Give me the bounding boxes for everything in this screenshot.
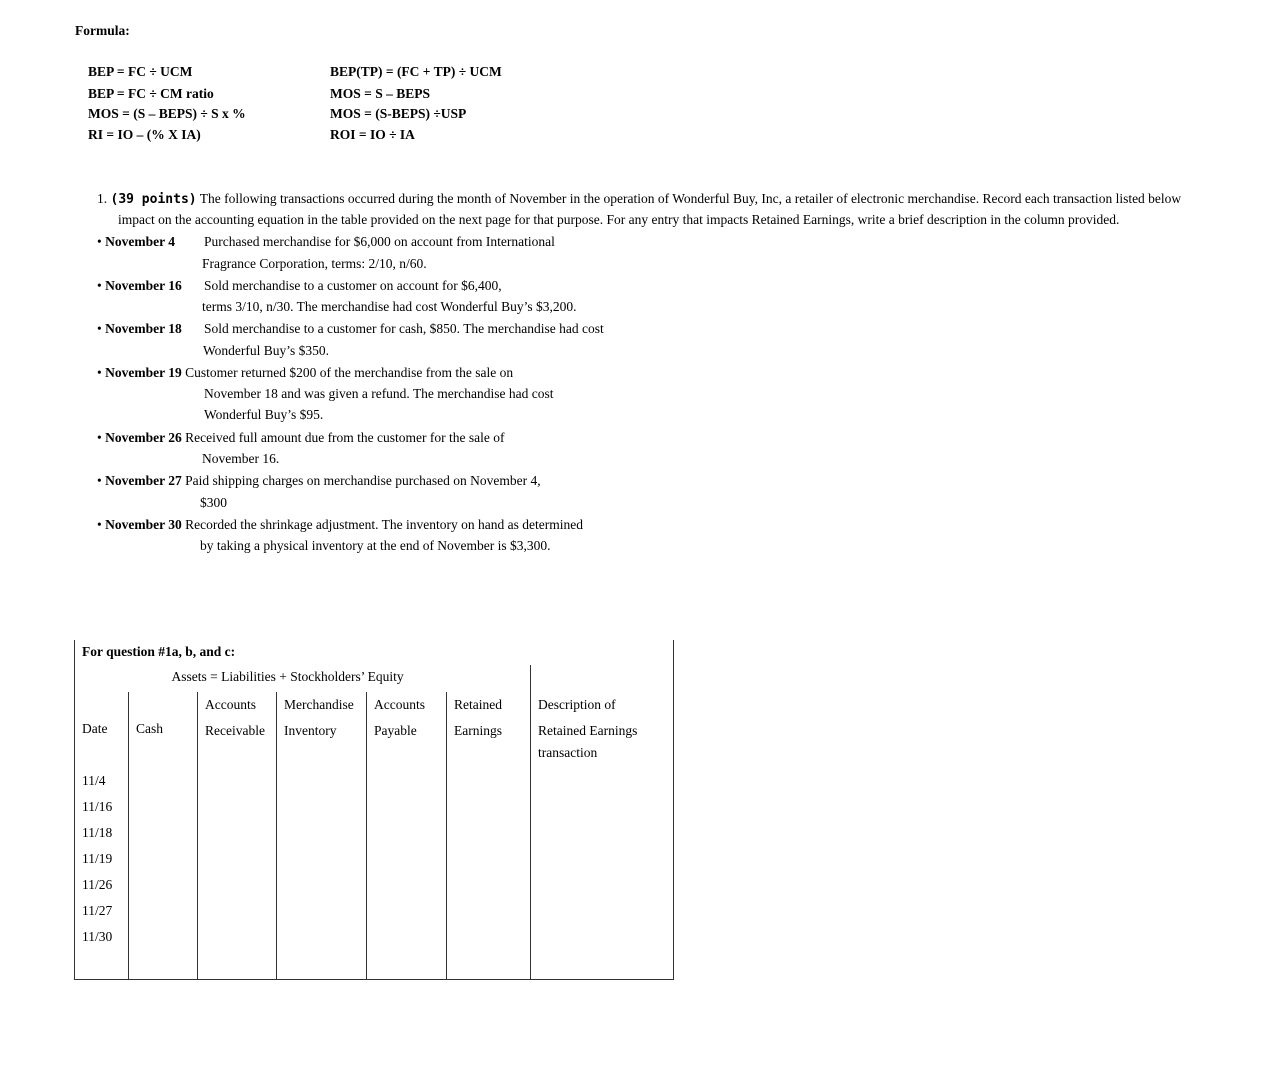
header-date: Date xyxy=(75,692,129,770)
transaction-item: • November 27 Paid shipping charges on merchandise purchased on November 4, xyxy=(97,473,541,488)
formula-right-4: ROI = IO ÷ IA xyxy=(330,127,415,142)
transaction-date: November 18 xyxy=(105,321,182,336)
transaction-text: Customer returned $200 of the merchandise from the sale on xyxy=(185,365,514,380)
transaction-date: November 19 xyxy=(105,365,182,380)
header-accounts-payable: Accounts Payable xyxy=(367,692,447,770)
formula-right-3: MOS = (S-BEPS) ÷USP xyxy=(330,106,467,121)
row-date: 11/26 xyxy=(75,874,129,900)
transaction-text: $300 xyxy=(200,495,227,510)
question-intro xyxy=(97,191,1181,207)
transaction-text: Sold merchandise to a customer for cash, $850. The merchandise had cost xyxy=(204,321,604,336)
header-merchandise-inventory: Merchandise Inventory xyxy=(277,692,367,770)
row-date: 11/18 xyxy=(75,822,129,848)
table-row xyxy=(75,874,674,900)
header-description: Description of Retained Earnings transaction xyxy=(531,692,674,770)
transaction-item: • November 4 xyxy=(97,234,175,249)
transaction-date: November 27 xyxy=(105,473,182,488)
table-row xyxy=(75,770,674,796)
question-text-line1: The following transactions occurred during the month of November in the operation of Wonderful Buy, Inc, a retailer of electronic merchandise. Record each transaction listed below xyxy=(196,191,1182,206)
header-cash: Cash xyxy=(129,692,198,770)
table-row xyxy=(75,952,674,979)
table-row xyxy=(75,926,674,952)
transaction-text: November 18 and was given a refund. The merchandise had cost xyxy=(204,386,554,401)
transaction-item: • November 30 Recorded the shrinkage adjustment. The inventory on hand as determined xyxy=(97,517,583,532)
equation-cell xyxy=(129,665,531,692)
transaction-item: • November 16 xyxy=(97,278,182,293)
table-row xyxy=(75,796,674,822)
formula-left-2: BEP = FC ÷ CM ratio xyxy=(88,86,214,101)
header-spacer xyxy=(531,665,674,692)
transaction-date: November 30 xyxy=(105,517,182,532)
transaction-item: • November 18 xyxy=(97,321,182,336)
row-date: 11/4 xyxy=(75,770,129,796)
row-date: 11/30 xyxy=(75,926,129,952)
formula-left-1: BEP = FC ÷ UCM xyxy=(88,64,193,79)
header-spacer xyxy=(75,665,129,692)
question-number: 1. xyxy=(97,191,108,206)
transaction-text: Recorded the shrinkage adjustment. The inventory on hand as determined xyxy=(185,517,583,532)
transaction-text: November 16. xyxy=(202,451,280,466)
accounting-equation-table xyxy=(74,640,674,980)
formula-left-4: RI = IO – (% X IA) xyxy=(88,127,201,142)
header-retained-earnings: Retained Earnings xyxy=(447,692,531,770)
transaction-date: November 26 xyxy=(105,430,182,445)
transaction-text: Wonderful Buy’s $95. xyxy=(204,407,324,422)
transaction-text: Purchased merchandise for $6,000 on account from International xyxy=(204,234,555,249)
table-title-cell xyxy=(75,640,674,665)
transaction-text: Wonderful Buy’s $350. xyxy=(203,343,330,358)
row-date: 11/27 xyxy=(75,900,129,926)
transaction-text: Received full amount due from the customer for the sale of xyxy=(185,430,505,445)
formula-right-2: MOS = S – BEPS xyxy=(330,86,430,101)
transaction-text: Paid shipping charges on merchandise purchased on November 4, xyxy=(185,473,541,488)
transaction-date: November 16 xyxy=(105,278,182,293)
accounting-equation: Assets = Liabilities + Stockholders’ Equity xyxy=(171,669,404,684)
header-accounts-receivable: Accounts Receivable xyxy=(198,692,277,770)
row-date: 11/19 xyxy=(75,848,129,874)
row-date: 11/16 xyxy=(75,796,129,822)
transaction-date: November 4 xyxy=(105,234,175,249)
table-title: For question #1a, b, and c: xyxy=(82,644,236,659)
transaction-text: terms 3/10, n/30. The merchandise had cost Wonderful Buy’s $3,200. xyxy=(202,299,577,314)
transaction-item: • November 26 Received full amount due from the customer for the sale of xyxy=(97,430,505,445)
transaction-text: Fragrance Corporation, terms: 2/10, n/60. xyxy=(202,256,427,271)
question-text-line2: impact on the accounting equation in the table provided on the next page for that purpose. For any entry that impacts Retained Earnings, write a brief description in the column provided. xyxy=(118,212,1120,227)
formula-left-3: MOS = (S – BEPS) ÷ S x % xyxy=(88,106,246,121)
formula-heading: Formula: xyxy=(75,23,130,38)
formula-right-1: BEP(TP) = (FC + TP) ÷ UCM xyxy=(330,64,502,79)
question-points: (39 points) xyxy=(110,192,197,207)
table-row xyxy=(75,900,674,926)
transaction-text: by taking a physical inventory at the end of November is $3,300. xyxy=(200,538,551,553)
transaction-item: • November 19 Customer returned $200 of the merchandise from the sale on xyxy=(97,365,514,380)
table-row xyxy=(75,848,674,874)
table-row xyxy=(75,822,674,848)
transaction-text: Sold merchandise to a customer on account for $6,400, xyxy=(204,278,502,293)
